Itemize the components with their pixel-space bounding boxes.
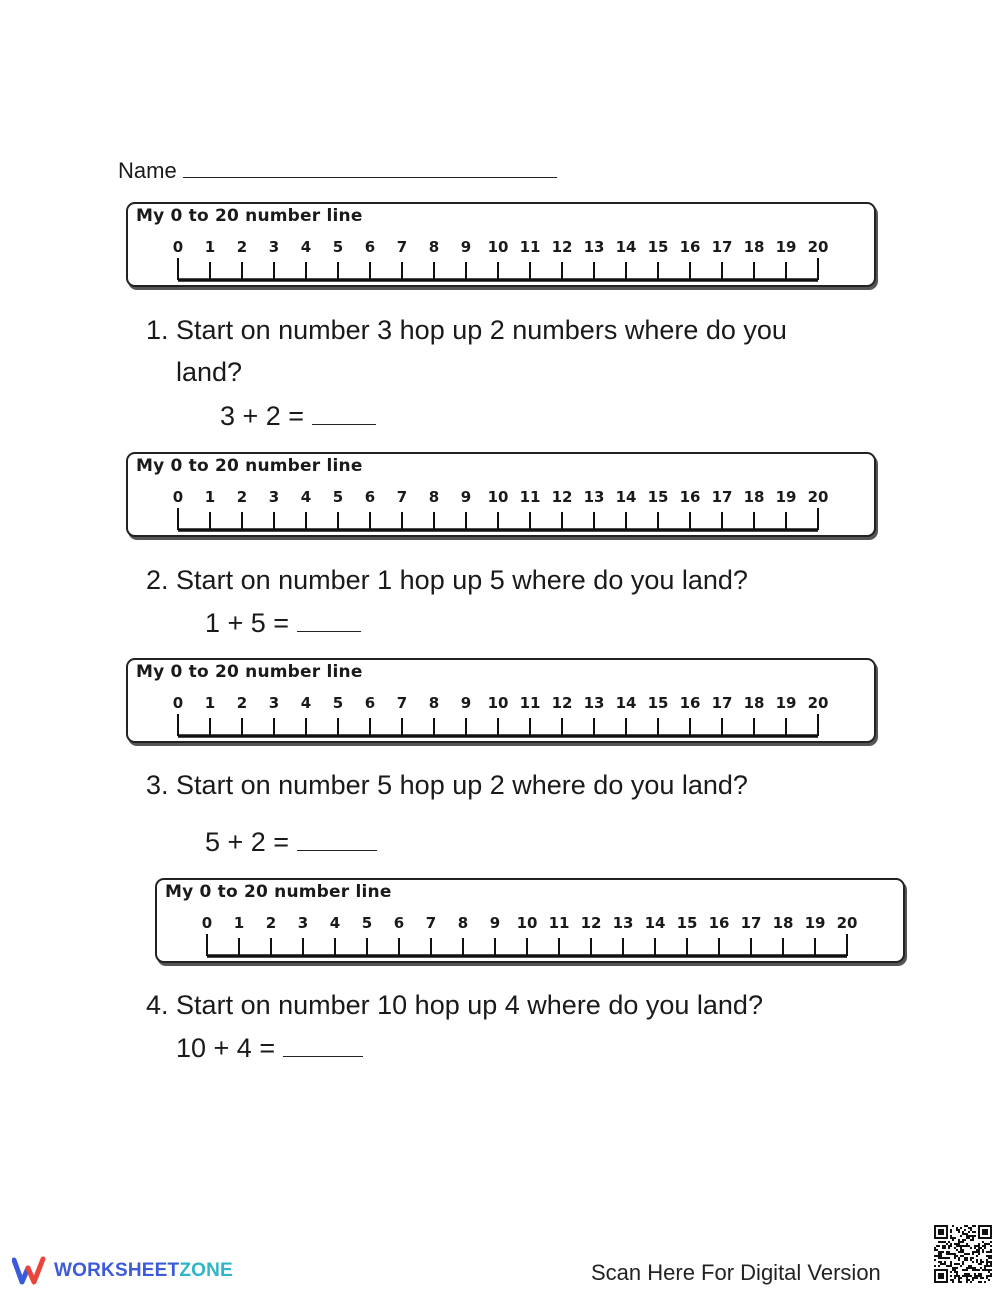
- logo-text: [54, 1260, 233, 1282]
- number-line-number: 20: [807, 694, 829, 712]
- number-line-number: 9: [489, 914, 501, 932]
- number-line-number: 13: [583, 238, 605, 256]
- number-line-number: 4: [329, 914, 341, 932]
- number-line-number: 15: [647, 488, 669, 506]
- number-line-number: 1: [204, 488, 216, 506]
- number-line-number: 4: [300, 238, 312, 256]
- answer-blank[interactable]: [283, 1032, 363, 1057]
- number-line-number: 16: [679, 238, 701, 256]
- number-line-scale: [128, 204, 878, 289]
- number-line-number: 15: [676, 914, 698, 932]
- number-line-title: My 0 to 20 number line: [136, 662, 363, 682]
- number-line-number: 13: [612, 914, 634, 932]
- number-line-number: 14: [615, 694, 637, 712]
- number-line-number: 2: [236, 488, 248, 506]
- equation-3: [205, 826, 377, 858]
- name-label: Name: [118, 158, 177, 183]
- number-line-number: 16: [708, 914, 730, 932]
- number-line-number: 20: [836, 914, 858, 932]
- question-number: 1.: [146, 315, 169, 345]
- number-line-scale: [128, 454, 878, 539]
- number-line-number: 19: [804, 914, 826, 932]
- number-line-number: 17: [740, 914, 762, 932]
- number-line-number: 16: [679, 694, 701, 712]
- number-line-number: 14: [615, 238, 637, 256]
- number-line-number: 6: [364, 238, 376, 256]
- number-line-number: 10: [487, 694, 509, 712]
- question-text: Start on number 3 hop up 2 numbers where do you: [176, 315, 787, 345]
- number-line-number: 9: [460, 238, 472, 256]
- number-line-number: 0: [172, 238, 184, 256]
- question-1: [146, 309, 787, 351]
- equation-text: 3 + 2 =: [220, 401, 305, 431]
- logo-text-worksheet: WORKSHEET: [54, 1260, 180, 1281]
- number-line-title: My 0 to 20 number line: [136, 456, 363, 476]
- number-line-number: 11: [519, 694, 541, 712]
- number-line-number: 12: [551, 694, 573, 712]
- number-line-number: 12: [551, 488, 573, 506]
- number-line-number: 17: [711, 488, 733, 506]
- number-line-number: 0: [172, 488, 184, 506]
- equation-text: 10 + 4 =: [176, 1033, 276, 1063]
- number-line-number: 10: [516, 914, 538, 932]
- number-line-number: 14: [615, 488, 637, 506]
- number-line-number: 8: [428, 238, 440, 256]
- number-line-number: 11: [519, 238, 541, 256]
- number-line-number: 1: [204, 694, 216, 712]
- scan-caption: Scan Here For Digital Version: [591, 1260, 881, 1285]
- worksheetzone-logo[interactable]: [12, 1256, 233, 1286]
- number-line-number: 15: [647, 694, 669, 712]
- number-line-number: 2: [265, 914, 277, 932]
- number-line-number: 9: [460, 694, 472, 712]
- question-text: Start on number 1 hop up 5 where do you land?: [176, 565, 748, 595]
- number-line-number: 14: [644, 914, 666, 932]
- number-line-box: [126, 452, 876, 537]
- number-line-number: 3: [268, 694, 280, 712]
- number-line-number: 5: [332, 488, 344, 506]
- number-line-scale: [128, 660, 878, 745]
- question-text: Start on number 5 hop up 2 where do you land?: [176, 770, 748, 800]
- number-line-number: 7: [425, 914, 437, 932]
- number-line-number: 12: [551, 238, 573, 256]
- number-line-number: 5: [332, 238, 344, 256]
- number-line-number: 13: [583, 488, 605, 506]
- number-line-number: 10: [487, 238, 509, 256]
- number-line-box: [126, 658, 876, 743]
- number-line-number: 13: [583, 694, 605, 712]
- number-line-number: 20: [807, 238, 829, 256]
- number-line-number: 11: [548, 914, 570, 932]
- number-line-number: 9: [460, 488, 472, 506]
- number-line-number: 5: [361, 914, 373, 932]
- question-number: 2.: [146, 565, 169, 595]
- number-line-number: 1: [204, 238, 216, 256]
- question-text: Start on number 10 hop up 4 where do you land?: [176, 990, 763, 1020]
- number-line-number: 19: [775, 488, 797, 506]
- logo-w-icon: [12, 1256, 46, 1286]
- number-line-number: 7: [396, 488, 408, 506]
- number-line-number: 6: [364, 488, 376, 506]
- number-line-number: 11: [519, 488, 541, 506]
- number-line-number: 4: [300, 694, 312, 712]
- number-line-number: 18: [772, 914, 794, 932]
- question-number: 4.: [146, 990, 169, 1020]
- question-4: [146, 984, 763, 1026]
- number-line-number: 2: [236, 694, 248, 712]
- qr-code-icon[interactable]: [934, 1225, 992, 1288]
- number-line-number: 18: [743, 488, 765, 506]
- number-line-number: 17: [711, 694, 733, 712]
- number-line-number: 17: [711, 238, 733, 256]
- number-line-number: 8: [428, 694, 440, 712]
- answer-blank[interactable]: [312, 400, 376, 425]
- number-line-number: 19: [775, 238, 797, 256]
- number-line-number: 16: [679, 488, 701, 506]
- number-line-number: 15: [647, 238, 669, 256]
- number-line-number: 19: [775, 694, 797, 712]
- number-line-number: 7: [396, 694, 408, 712]
- number-line-box: [155, 878, 905, 963]
- name-field[interactable]: [183, 155, 557, 178]
- logo-text-zone: ZONE: [179, 1260, 233, 1281]
- equation-2: [205, 607, 361, 639]
- number-line-number: 8: [457, 914, 469, 932]
- number-line-number: 2: [236, 238, 248, 256]
- equation-4: [176, 1032, 363, 1064]
- number-line-number: 3: [268, 488, 280, 506]
- number-line-number: 10: [487, 488, 509, 506]
- equation-text: 5 + 2 =: [205, 827, 290, 857]
- number-line-number: 7: [396, 238, 408, 256]
- question-1-continued: land?: [176, 357, 243, 387]
- name-row: [118, 155, 557, 184]
- number-line-number: 0: [172, 694, 184, 712]
- number-line-number: 3: [297, 914, 309, 932]
- number-line-number: 4: [300, 488, 312, 506]
- number-line-number: 18: [743, 238, 765, 256]
- number-line-title: My 0 to 20 number line: [136, 206, 363, 226]
- qr-code-graphic: [934, 1225, 992, 1283]
- number-line-number: 3: [268, 238, 280, 256]
- equation-text: 1 + 5 =: [205, 608, 290, 638]
- number-line-number: 18: [743, 694, 765, 712]
- number-line-number: 6: [364, 694, 376, 712]
- number-line-number: 5: [332, 694, 344, 712]
- number-line-title: My 0 to 20 number line: [165, 882, 392, 902]
- question-3: [146, 764, 748, 806]
- number-line-number: 8: [428, 488, 440, 506]
- number-line-box: [126, 202, 876, 287]
- question-2: [146, 559, 748, 601]
- number-line-number: 0: [201, 914, 213, 932]
- question-number: 3.: [146, 770, 169, 800]
- number-line-number: 6: [393, 914, 405, 932]
- answer-blank[interactable]: [297, 607, 361, 632]
- equation-1: [220, 400, 376, 432]
- number-line-number: 12: [580, 914, 602, 932]
- number-line-number: 1: [233, 914, 245, 932]
- number-line-scale: [157, 880, 907, 965]
- number-line-number: 20: [807, 488, 829, 506]
- answer-blank[interactable]: [297, 826, 377, 851]
